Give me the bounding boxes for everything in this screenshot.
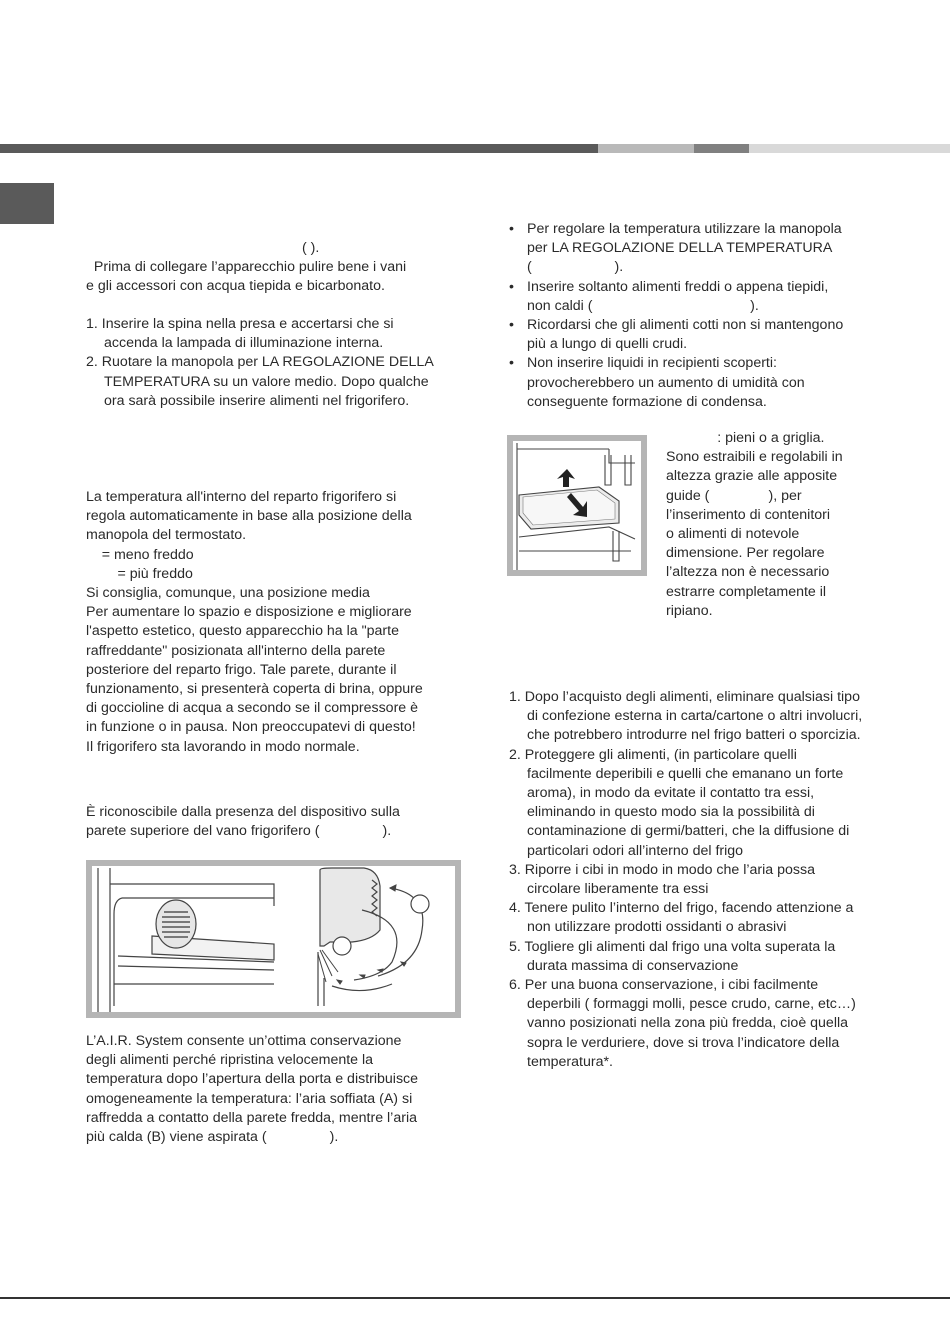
step-text: ora sarà possibile inserire alimenti nel frigorifero.: [104, 392, 410, 409]
tip-item: [509, 899, 899, 937]
shelf-line: o alimenti di notevole: [666, 526, 800, 543]
tip-text: aroma), in modo da evitate il contatto tra essi,: [527, 785, 815, 802]
air-line: È riconoscibile dalla presenza del dispositivo sulla: [86, 804, 400, 820]
bullet-item: [509, 316, 899, 354]
step-number: 2.: [86, 354, 98, 371]
intro-section: [86, 239, 466, 297]
temp-line: Per aumentare lo spazio e disposizione e migliorare: [86, 604, 412, 621]
shelf-line: l’altezza non è necessario: [666, 564, 830, 581]
header-color-bar: [0, 144, 950, 153]
bullet-text: provocherebbero un aumento di umidità con: [527, 374, 805, 391]
step-item: [86, 353, 466, 411]
temp-line: l'aspetto estetico, questo apparecchio ha la "parte: [86, 623, 399, 640]
tip-text: contaminazione di germi/batteri, che la diffusione di: [527, 823, 850, 840]
header-bar-pale: [749, 144, 950, 153]
bullet-item: [509, 220, 899, 278]
bullet-text: più a lungo di quelli crudi.: [527, 336, 688, 353]
temp-line: raffreddante" posizionata all'interno della parete: [86, 642, 386, 659]
bullet-text: conseguente formazione di condensa.: [527, 393, 767, 410]
header-bar-light: [598, 144, 694, 153]
tip-item: [509, 746, 899, 861]
shelf-line: l’inserimento di contenitori: [666, 506, 831, 523]
step-text: TEMPERATURA su un valore medio. Dopo qualche: [104, 373, 429, 390]
temp-line: La temperatura all'interno del reparto frigorifero si: [86, 489, 397, 505]
step-item: [86, 315, 466, 353]
temp-line: di goccioline di acqua a secondo se il compressore è: [86, 700, 419, 717]
temp-line: funzionamento, si presenterà coperta di brina, oppure: [86, 681, 423, 698]
usage-bullets: [509, 220, 899, 412]
bullet-text: • Inserire soltanto alimenti freddi o appena tiepidi,: [527, 278, 829, 295]
temp-line: Si consiglia, comunque, una posizione media: [86, 585, 370, 602]
shelf-drawing: [513, 441, 641, 570]
tip-item: [509, 976, 899, 1072]
tip-number: 6.: [509, 977, 521, 994]
tip-item: [509, 938, 899, 976]
shelf-line: guide ( ), per: [666, 487, 802, 504]
tip-text: Per una buona conservazione, i cibi facilmente: [524, 977, 819, 994]
temp-line: Il frigorifero sta lavorando in modo normale.: [86, 738, 360, 755]
tip-text: Riporre i cibi in modo in modo che l’aria possa: [524, 861, 815, 878]
step-text: Ruotare la manopola per LA REGOLAZIONE DELLA: [101, 354, 434, 371]
tip-item: [509, 861, 899, 899]
air-desc-line: temperatura dopo l’apertura della porta e distribuisce: [86, 1071, 419, 1088]
tip-text: di confezione esterna in carta/cartone o altri involucri,: [527, 708, 863, 725]
shelf-line: altezza grazie alle apposite: [666, 468, 838, 485]
shelf-line: ripiano.: [666, 602, 713, 619]
bullet-text: per LA REGOLAZIONE DELLA TEMPERATURA: [527, 240, 833, 257]
tip-item: [509, 688, 899, 746]
intro-ref: ( ).: [302, 240, 320, 256]
tip-text: Tenere pulito l’interno del frigo, facendo attenzione a: [524, 900, 854, 917]
temp-line: in funzione o in pausa. Non preoccupatevi di questo!: [86, 719, 416, 736]
bullet-text: • Ricordarsi che gli alimenti cotti non si mantengono: [527, 317, 844, 334]
tip-text: Togliere gli alimenti dal frigo una volta superata la: [524, 938, 836, 955]
tip-number: 4.: [509, 900, 521, 917]
shelf-line: dimensione. Per regolare: [666, 545, 825, 562]
bullet-text: ( ).: [527, 259, 624, 276]
tip-text: Proteggere gli alimenti, (in particolare quelli: [524, 746, 797, 763]
tip-text: deperbili ( formaggi molli, pesce crudo, carne, etc…): [527, 996, 856, 1013]
temp-line: = meno freddo: [86, 546, 194, 563]
air-line: parete superiore del vano frigorifero ( ).: [86, 823, 392, 840]
air-device-icon: [156, 900, 196, 948]
tip-number: 1.: [509, 689, 521, 705]
air-system-section: [86, 803, 466, 841]
conservation-tips: [509, 688, 899, 1072]
step-text: accenda la lampada di illuminazione interna.: [104, 335, 384, 352]
tip-text: non utilizzare prodotti ossidanti o abrasivi: [527, 919, 787, 936]
tip-text: Dopo l’acquisto degli alimenti, eliminare qualsiasi tipo: [524, 689, 860, 705]
tip-number: 5.: [509, 938, 521, 955]
header-bar-mid: [694, 144, 749, 153]
label-a-circle: [411, 895, 429, 913]
shelf-figure: [507, 435, 647, 576]
intro-line: Prima di collegare l’apparecchio pulire bene i vani: [86, 259, 407, 276]
tip-text: particolari odori all’interno del frigo: [527, 842, 744, 859]
bullet-text: • Per regolare la temperatura utilizzare la manopola: [527, 221, 842, 237]
tip-text: circolare liberamente tra essi: [527, 881, 709, 898]
air-description: [86, 1032, 466, 1147]
tip-text: eliminando in questo modo sia la possibilità di: [527, 804, 815, 821]
air-system-figure: [86, 860, 461, 1018]
air-system-drawing: [92, 866, 455, 1012]
tip-number: 3.: [509, 861, 521, 878]
bullet-item: [509, 354, 899, 412]
air-desc-line: omogeneamente la temperatura: l’aria soffiata (A) si: [86, 1090, 413, 1107]
language-tab: [0, 183, 54, 224]
startup-steps: [86, 315, 466, 411]
temp-line: regola automaticamente in base alla posizione della: [86, 508, 412, 525]
tip-text: facilmente deperibili e quelli che emanano un forte: [527, 765, 844, 782]
shelf-text: [666, 429, 906, 621]
air-desc-line: L’A.I.R. System consente un’ottima conservazione: [86, 1033, 402, 1049]
tip-text: durata massima di conservazione: [527, 957, 739, 974]
temp-line: posteriore del reparto frigo. Tale parete, durante il: [86, 661, 397, 678]
shelf-line: estrarre completamente il: [666, 583, 827, 600]
tip-number: 2.: [509, 746, 521, 763]
step-text: Inserire la spina nella presa e accertarsi che si: [101, 316, 394, 332]
bullet-item: [509, 278, 899, 316]
intro-line: e gli accessori con acqua tiepida e bicarbonato.: [86, 278, 385, 295]
bullet-text: • Non inserire liquidi in recipienti scoperti:: [527, 355, 777, 372]
tip-text: che potrebbero introdurre nel frigo batteri o sporcizia.: [527, 727, 861, 744]
temp-line: manopola del termostato.: [86, 527, 247, 544]
bullet-text: non caldi ( ).: [527, 297, 759, 314]
shelf-line: Sono estraibili e regolabili in: [666, 449, 843, 466]
tip-text: vanno posizionati nella zona più fredda, cioè quella: [527, 1015, 849, 1032]
shelf-line: : pieni o a griglia.: [666, 430, 825, 446]
label-b-circle: [333, 937, 351, 955]
air-desc-line: più calda (B) viene aspirata ( ).: [86, 1129, 339, 1146]
tip-text: temperatura*.: [527, 1053, 613, 1070]
air-desc-line: raffredda a contatto della parete fredda, mentre l’aria: [86, 1109, 417, 1126]
arrow-up-icon: [557, 469, 575, 487]
tip-text: sopra le verduriere, dove si trova l’indicatore della: [527, 1034, 840, 1051]
air-desc-line: degli alimenti perché ripristina velocemente la: [86, 1052, 374, 1069]
temp-line: = più freddo: [86, 565, 193, 582]
header-bar-dark: [0, 144, 598, 153]
step-number: 1.: [86, 316, 98, 332]
footer-rule: [0, 1297, 950, 1299]
temperature-section: [86, 488, 466, 757]
